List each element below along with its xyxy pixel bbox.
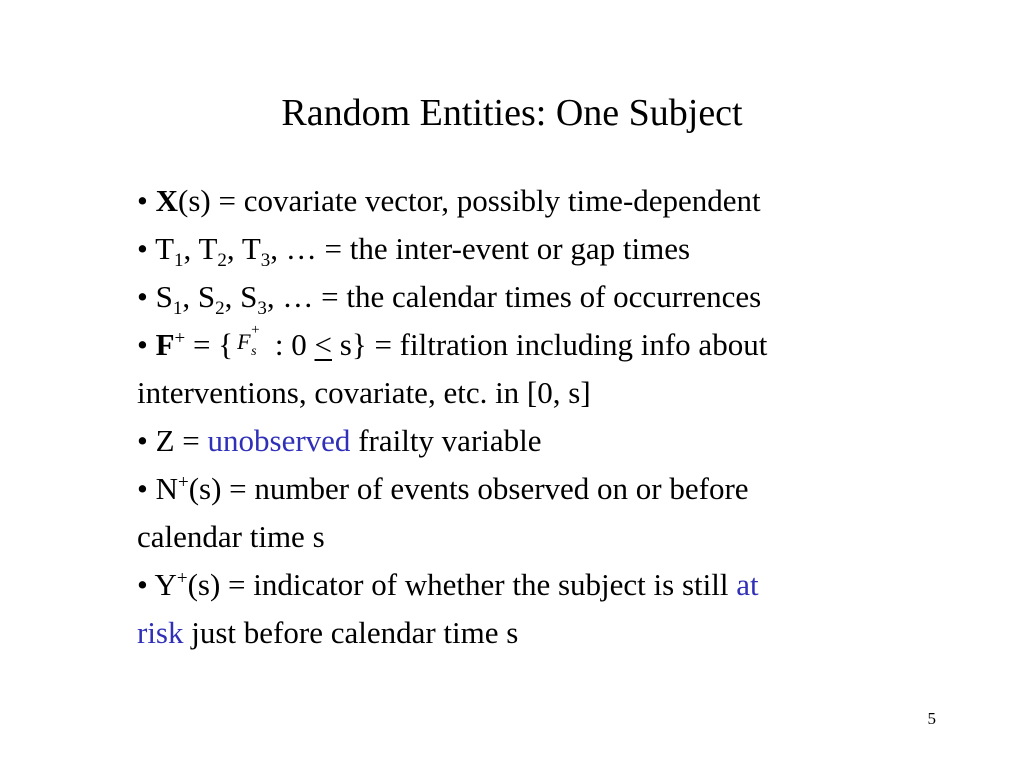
calendar-time-separator: , S	[224, 279, 258, 314]
bullet-filtration-continued	[137, 369, 947, 417]
gap-time-subscript: 1	[174, 250, 184, 271]
calendar-time-separator: , S	[182, 279, 216, 314]
calendar-times-text: , … = the calendar times of occurrences	[266, 279, 762, 314]
gap-time-symbol: T	[155, 231, 174, 266]
slide-title: Random Entities: One Subject	[281, 92, 743, 134]
filtration-superscript: +	[174, 328, 186, 349]
at-highlight: at	[736, 567, 759, 602]
bullet-marker: •	[137, 471, 148, 506]
filtration-equals: = {	[185, 327, 234, 362]
calendar-time-symbol: S	[155, 279, 173, 314]
unobserved-highlight: unobserved	[207, 423, 351, 458]
bullet-covariate	[137, 177, 947, 225]
bullet-filtration	[137, 321, 947, 369]
sigma-field-symbol	[235, 322, 265, 365]
sigma-field-superscript: +	[251, 322, 260, 338]
event-count-text: (s) = number of events observed on or before	[188, 471, 749, 506]
bullet-event-count	[137, 465, 947, 513]
frailty-suffix: frailty variable	[350, 423, 542, 458]
bullet-marker: •	[137, 567, 148, 602]
at-risk-symbol: Y	[154, 567, 177, 602]
filtration-symbol: F	[155, 327, 175, 362]
bullet-list	[137, 177, 947, 657]
less-or-equal-sign: <	[314, 327, 332, 362]
event-count-symbol: N	[155, 471, 178, 506]
at-risk-superscript: +	[176, 568, 188, 589]
filtration-text-line2: interventions, covariate, etc. in [0, s]	[137, 375, 591, 410]
filtration-text: s} = filtration including info about	[332, 327, 768, 362]
event-count-text-line2: calendar time s	[137, 519, 325, 554]
sigma-field-letter: F	[237, 329, 251, 354]
bullet-calendar-times	[137, 273, 947, 321]
gap-times-text: , … = the inter-event or gap times	[270, 231, 691, 266]
page-number: 5	[927, 709, 936, 728]
bullet-marker: •	[137, 279, 148, 314]
at-risk-text-line2: just before calendar time s	[183, 615, 519, 650]
bullet-frailty	[137, 417, 947, 465]
event-count-superscript: +	[178, 472, 189, 493]
sigma-field-subscript: s	[251, 344, 257, 359]
gap-time-separator: , T	[226, 231, 261, 266]
calendar-time-subscript: 3	[257, 298, 267, 319]
frailty-prefix: Z =	[155, 423, 208, 458]
gap-time-subscript: 3	[260, 250, 271, 271]
gap-time-subscript: 2	[217, 250, 227, 271]
calendar-time-subscript: 1	[172, 298, 183, 319]
bullet-marker: •	[137, 423, 148, 458]
at-risk-text: (s) = indicator of whether the subject is still	[187, 567, 737, 602]
bullet-at-risk-continued	[137, 609, 947, 657]
calendar-time-subscript: 2	[215, 298, 225, 319]
covariate-text: (s) = covariate vector, possibly time-dependent	[178, 183, 761, 218]
filtration-condition: : 0	[267, 327, 315, 362]
bullet-marker: •	[137, 327, 148, 362]
bullet-marker: •	[137, 231, 148, 266]
bullet-at-risk	[137, 561, 947, 609]
bullet-event-count-continued	[137, 513, 947, 561]
bullet-marker: •	[137, 183, 148, 218]
gap-time-separator: , T	[183, 231, 218, 266]
risk-highlight: risk	[137, 615, 184, 650]
bullet-gap-times	[137, 225, 947, 273]
covariate-symbol: X	[155, 183, 178, 218]
